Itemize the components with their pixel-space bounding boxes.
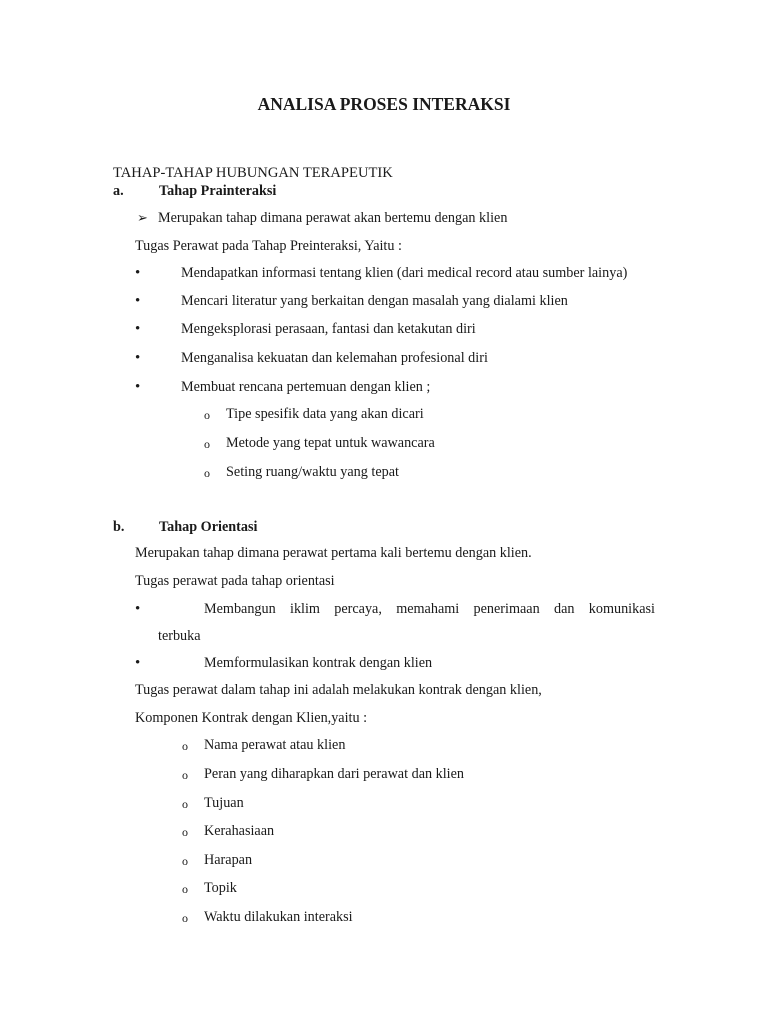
section-a-subtask-item: Metode yang tepat untuk wawancara (226, 435, 435, 451)
circle-bullet-icon: o (182, 854, 188, 868)
word: percaya, (334, 601, 382, 617)
component-item: Waktu dilakukan interaksi (204, 909, 353, 925)
circle-bullet-icon: o (182, 768, 188, 782)
section-b-components-intro: Komponen Kontrak dengan Klien,yaitu : (135, 710, 368, 726)
bullet-icon: • (135, 321, 141, 337)
circle-bullet-icon: o (182, 739, 188, 753)
circle-bullet-icon: o (204, 408, 210, 422)
section-a-letter: a. (113, 183, 124, 199)
circle-bullet-icon: o (204, 466, 210, 480)
document-title: ANALISA PROSES INTERAKSI (257, 94, 511, 114)
section-b-task-2: Memformulasikan kontrak dengan klien (204, 655, 433, 671)
bullet-icon: • (135, 350, 141, 366)
section-b-tasks-intro: Tugas perawat pada tahap orientasi (135, 573, 335, 589)
section-b-task-1-continuation: terbuka (158, 628, 201, 644)
component-item: Peran yang diharapkan dari perawat dan klien (204, 766, 464, 782)
component-item: Kerahasiaan (204, 823, 275, 839)
section-a-task-item: Menganalisa kekuatan dan kelemahan profesional diri (181, 350, 488, 366)
section-a-description: Merupakan tahap dimana perawat akan bertemu dengan klien (158, 210, 508, 226)
section-a-task-item: Mengeksplorasi perasaan, fantasi dan ketakutan diri (181, 321, 476, 337)
circle-bullet-icon: o (182, 911, 188, 925)
section-a-task-item: Membuat rencana pertemuan dengan klien ; (181, 379, 431, 395)
circle-bullet-icon: o (182, 825, 188, 839)
bullet-icon: • (135, 601, 141, 617)
circle-bullet-icon: o (182, 882, 188, 896)
bullet-icon: • (135, 293, 141, 309)
bullet-icon: • (135, 655, 141, 671)
circle-bullet-icon: o (204, 437, 210, 451)
word: memahami (396, 601, 460, 617)
section-a-subtask-item: Tipe spesifik data yang akan dicari (226, 406, 424, 422)
section-a-task-item: Mencari literatur yang berkaitan dengan masalah yang dialami klien (181, 293, 568, 309)
section-a-tasks-intro: Tugas Perawat pada Tahap Preinteraksi, Yaitu : (135, 238, 402, 254)
component-item: Nama perawat atau klien (204, 737, 346, 753)
word: komunikasi (588, 601, 655, 617)
word: Membangun (204, 601, 276, 617)
component-item: Tujuan (204, 795, 244, 811)
word: dan (553, 601, 575, 617)
component-item: Harapan (204, 852, 253, 868)
word: penerimaan (473, 601, 540, 617)
circle-bullet-icon: o (182, 797, 188, 811)
section-b-intro: Merupakan tahap dimana perawat pertama kali bertemu dengan klien. (135, 545, 532, 561)
bullet-icon: • (135, 265, 141, 281)
section-heading: TAHAP-TAHAP HUBUNGAN TERAPEUTIK (113, 165, 393, 181)
section-a-task-item: Mendapatkan informasi tentang klien (dari medical record atau sumber lainya) (181, 265, 628, 281)
section-a-title: Tahap Prainteraksi (159, 183, 277, 199)
section-b-task-1 (204, 600, 655, 618)
bullet-icon: • (135, 379, 141, 395)
section-b-contract-line: Tugas perawat dalam tahap ini adalah melakukan kontrak dengan klien, (135, 682, 542, 698)
section-b-letter: b. (113, 519, 125, 535)
word: iklim (290, 601, 320, 617)
component-item: Topik (204, 880, 237, 896)
arrow-bullet-icon: ➢ (137, 210, 148, 225)
section-b-title: Tahap Orientasi (159, 519, 258, 535)
section-a-subtask-item: Seting ruang/waktu yang tepat (226, 464, 399, 480)
